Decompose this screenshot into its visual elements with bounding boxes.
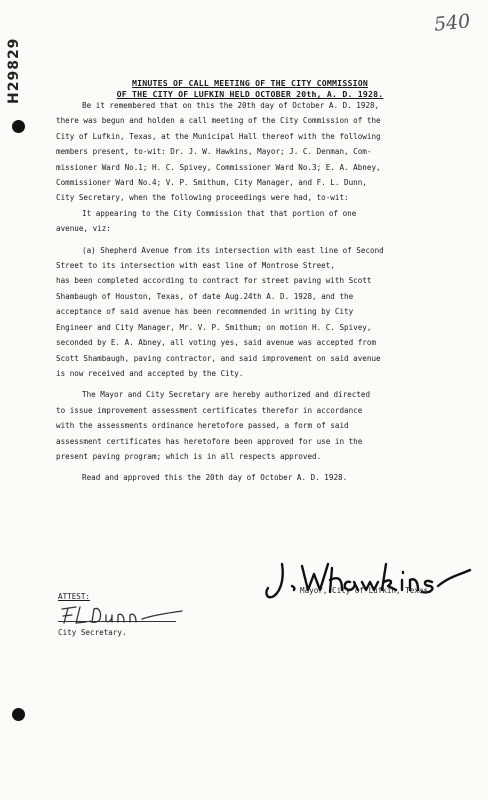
text-line: to issue improvement assessment certificates therefor in accordance [56, 405, 363, 415]
text-line: Engineer and City Manager, Mr. V. P. Smithum; on motion H. C. Spivey, [56, 322, 372, 332]
text-line: seconded by E. A. Abney, all voting yes, said avenue was accepted from [56, 338, 377, 348]
punch-hole-bottom [12, 708, 25, 721]
document-title [80, 78, 420, 100]
punch-hole-top [12, 120, 25, 133]
text-line: Be it remembered that on this the 20th day of October A. D. 1928, [82, 101, 380, 110]
text-line: The Mayor and City Secretary are hereby authorized and directed [82, 390, 371, 400]
title-line-2: OF THE CITY OF LUFKIN HELD OCTOBER 20th, A. D. 1928. [116, 89, 384, 99]
mayor-signature [262, 556, 477, 604]
clerk-title: City Secretary. [58, 628, 127, 637]
text-line: Shambaugh of Houston, Texas, of date Aug.24th A. D. 1928, and the [56, 291, 354, 301]
text-line: It appearing to the City Commission that that portion of one [82, 208, 357, 218]
title-line-1: MINUTES OF CALL MEETING OF THE CITY COMMISSION [132, 78, 368, 88]
document-id: H29829 [6, 37, 22, 104]
attest-label: ATTEST: [58, 592, 91, 601]
text-line: present paving program; which is in all respects approved. [56, 451, 322, 461]
text-line: has been completed according to contract for street paving with Scott [56, 276, 372, 286]
text-line: Scott Shambaugh, paving contractor, and said improvement on said avenue [56, 353, 381, 363]
text-line: City Secretary, when the following proceedings were had, to-wit: [56, 193, 349, 203]
text-line: members present, to-wit: Dr. J. W. Hawkins, Mayor; J. C. Denman, Com- [56, 147, 372, 157]
text-line: missioner Ward No.1; H. C. Spivey, Commissioner Ward No.3; E. A. Abney, [56, 162, 381, 172]
text-line: there was begun and holden a call meeting of the City Commission of the [56, 116, 381, 126]
text-line: with the assessments ordinance heretofore passed, a form of said [56, 421, 349, 431]
text-line: Read and approved this the 20th day of October A. D. 1928. [82, 473, 348, 483]
clerk-signature-line [58, 621, 176, 622]
minutes-body [56, 98, 466, 486]
text-line: acceptance of said avenue has been recommended in writing by City [56, 307, 354, 317]
text-line: City of Lufkin, Texas, at the Municipal Hall thereof with the following [56, 131, 381, 141]
clerk-signature [58, 601, 188, 629]
text-line: is now received and accepted by the City. [56, 368, 244, 378]
text-line: (a) Shepherd Avenue from its intersection with east line of Second [82, 245, 384, 255]
page-number: 540 [432, 10, 472, 36]
text-line: assessment certificates has heretofore been approved for use in the [56, 436, 363, 446]
text-line: avenue, viz: [56, 224, 111, 234]
text-line: Street to its intersection with east line of Montrose Street, [56, 261, 335, 271]
text-line: Commissioner Ward No.4; V. P. Smithum, City Manager, and F. L. Dunn, [56, 178, 367, 188]
mayor-title: Mayor, City of Lufkin, Texas. [300, 586, 433, 595]
